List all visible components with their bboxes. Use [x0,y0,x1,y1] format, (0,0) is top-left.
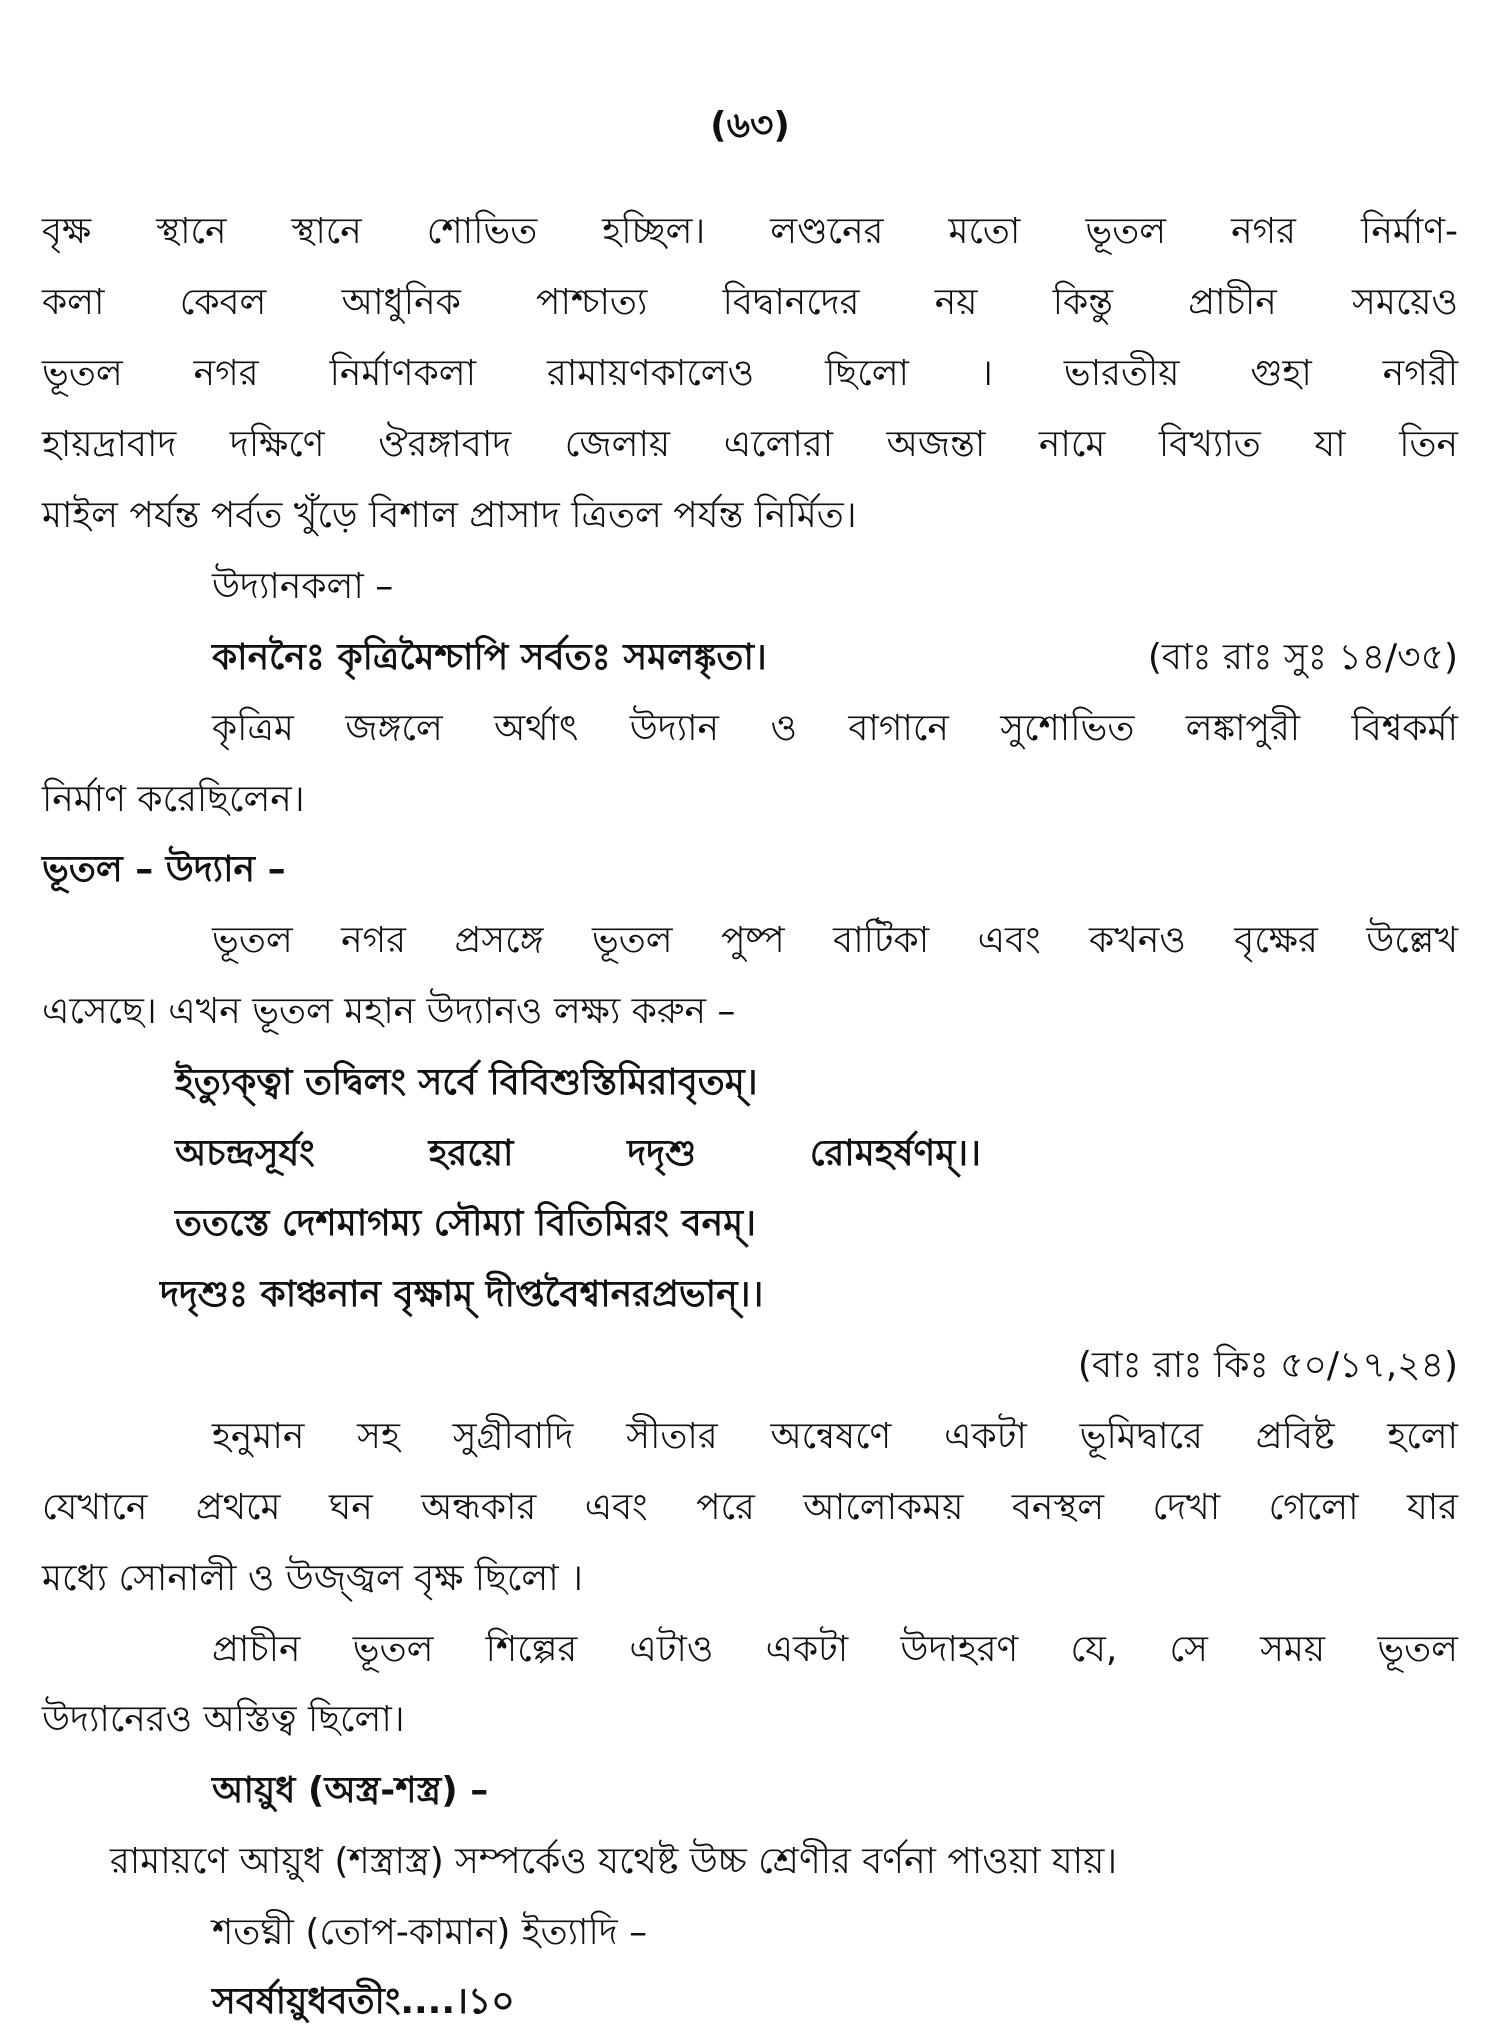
sanskrit-verse: অচন্দ্রসূর্যং হরয়ো দদৃশু রোমহর্ষণম্।। [175,1133,981,1174]
text-line: মাইল পর্যন্ত পর্বত খুঁড়ে বিশাল প্রাসাদ ত্রিতল পর্যন্ত নির্মিত। [42,495,857,536]
text-line: হনুমান সহ সুগ্রীবাদি সীতার অন্বেষণে একটা ভূমিদ্বারে প্রবিষ্ট হলো [212,1416,1458,1457]
text-line: প্রাচীন ভূতল শিল্পের এটাও একটা উদাহরণ যে, সে সময় ভূতল [212,1629,1458,1670]
page-number: (৬৩) [710,105,790,146]
sanskrit-verse: ইত্যুক্ত্বা তদ্বিলং সর্বে বিবিশুস্তিমিরাবৃতম্। [175,1062,758,1103]
text-line: কৃত্রিম জঙ্গলে অর্থাৎ উদ্যান ও বাগানে সুশোভিত লঙ্কাপুরী বিশ্বকর্মা [212,708,1458,749]
text-line: এসেছে। এখন ভূতল মহান উদ্যানও লক্ষ্য করুন – [42,991,736,1032]
section-heading: ভূতল – উদ্যান – [42,849,286,890]
text-line: হায়দ্রাবাদ দক্ষিণে ঔরঙ্গাবাদ জেলায় এলোরা অজন্তা নামে বিখ্যাত যা তিন [42,424,1458,465]
text-line: ভূতল নগর নির্মাণকলা রামায়ণকালেও ছিলো । ভারতীয় গুহা নগরী [42,353,1458,394]
text-line: উদ্যানেরও অস্তিত্ব ছিলো। [42,1699,405,1740]
text-line: শতঘ্নী (তোপ-কামান) ইত্যাদি – [212,1912,648,1953]
text-line: নির্মাণ করেছিলেন। [42,779,305,820]
text-line: রামায়ণে আয়ুধ (শস্ত্রাস্ত্র) সম্পর্কেও যথেষ্ট উচ্চ শ্রেণীর বর্ণনা পাওয়া যায়। [110,1841,1118,1882]
verse-reference: (বাঃ রাঃ সুঃ ১৪/৩৫) [1147,637,1458,678]
text-line: মধ্যে সোনালী ও উজ্জ্বল বৃক্ষ ছিলো । [42,1558,583,1599]
section-heading: আয়ুধ (অস্ত্র-শস্ত্র) – [212,1770,489,1811]
verse-reference: (বাঃ রাঃ কিঃ ৫০/১৭,২৪) [1077,1345,1458,1386]
sanskrit-verse: ততস্তে দেশমাগম্য সৌম্যা বিতিমিরং বনম্। [175,1203,756,1244]
text-line: কলা কেবল আধুনিক পাশ্চাত্য বিদ্বানদের নয় কিন্তু প্রাচীন সময়েও [42,282,1458,323]
text-line: যেখানে প্রথমে ঘন অন্ধকার এবং পরে আলোকময় বনস্থল দেখা গেলো যার [42,1487,1458,1528]
sanskrit-verse: দদৃশুঃ কাঞ্চনান বৃক্ষাম্ দীপ্তবৈশ্বানরপ্রভান্।। [160,1274,764,1315]
text-line: বৃক্ষ স্থানে স্থানে শোভিত হচ্ছিল। লণ্ডনের মতো ভূতল নগর নির্মাণ- [42,211,1458,252]
sanskrit-verse: কাননৈঃ কৃত্রিমৈশ্চাপি সর্বতঃ সমলঙ্কৃতা। [212,637,767,678]
sanskrit-verse: সবর্ষায়ুধবতীং....।১০ [212,1981,515,2022]
section-heading: উদ্যানকলা – [212,566,394,607]
text-line: ভূতল নগর প্রসঙ্গে ভূতল পুষ্প বাটিকা এবং কখনও বৃক্ষের উল্লেখ [212,920,1458,961]
